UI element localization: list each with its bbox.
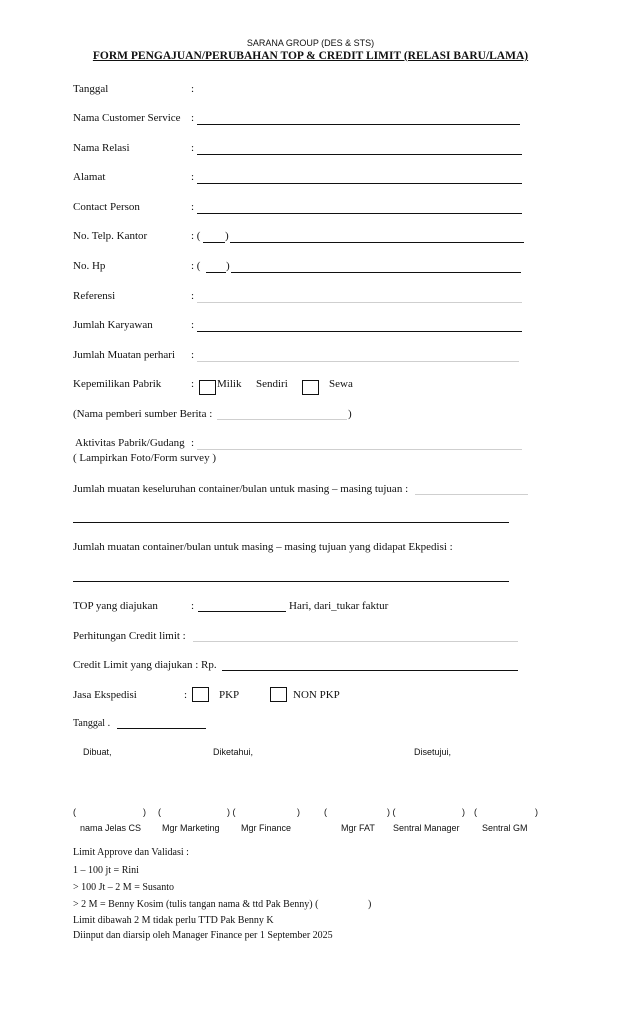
- muatan-keseluruhan-field-line2[interactable]: [73, 522, 509, 523]
- contact-person-field[interactable]: [197, 213, 522, 214]
- top-suffix: Hari, dari_tukar faktur: [289, 600, 389, 612]
- label-nama-cs: Nama Customer Service: [73, 112, 181, 124]
- sewa-label: Sewa: [329, 378, 353, 390]
- sumber-berita-label: (Nama pemberi sumber Berita :: [73, 408, 213, 420]
- colon: :: [191, 349, 195, 361]
- signer-mgr-finance: Mgr Finance: [241, 823, 292, 833]
- paren-close: ): [348, 408, 352, 420]
- lampiran-note: ( Lampirkan Foto/Form survey ): [73, 452, 216, 464]
- diketahui-label: Diketahui,: [213, 747, 254, 757]
- approval-note-1: Limit dibawah 2 M tidak perlu TTD Pak Benny K: [73, 915, 274, 926]
- colon: :: [191, 142, 195, 154]
- colon: :: [191, 112, 195, 124]
- label-tanggal: Tanggal: [73, 83, 109, 95]
- hp-area-code-field[interactable]: [206, 272, 226, 273]
- sumber-berita-field[interactable]: [217, 419, 347, 420]
- aktivitas-field[interactable]: [197, 449, 522, 450]
- label-jumlah-muatan-perhari: Jumlah Muatan perhari: [73, 349, 176, 361]
- label-nama-relasi: Nama Relasi: [73, 142, 130, 154]
- alamat-field[interactable]: [197, 183, 522, 184]
- muatan-ekspedisi-field[interactable]: [73, 581, 509, 582]
- credit-limit-field[interactable]: [222, 670, 518, 671]
- sewa-checkbox[interactable]: [302, 380, 319, 395]
- label-telp-kantor: No. Telp. Kantor: [73, 230, 148, 242]
- paren-close: ): [225, 230, 229, 242]
- sendiri-label: Sendiri: [256, 378, 288, 390]
- colon: :: [191, 437, 195, 449]
- colon: :: [191, 290, 195, 302]
- signer-sentral-manager: Sentral Manager: [393, 823, 460, 833]
- signer-cs: nama Jelas CS: [80, 823, 142, 833]
- sig-paren: ): [462, 807, 465, 817]
- approval-note-2: Diinput dan diarsip oleh Manager Finance per 1 September 2025: [73, 930, 333, 941]
- milik-sendiri-checkbox[interactable]: [199, 380, 216, 395]
- signer-mgr-fat: Mgr FAT: [341, 823, 375, 833]
- telp-kantor-field[interactable]: [230, 242, 524, 243]
- top-label: TOP yang diajukan: [73, 600, 158, 612]
- sig-paren: (: [158, 807, 161, 817]
- milik-label: Milik: [217, 378, 242, 390]
- colon: :: [184, 689, 188, 701]
- paren-open: : (: [191, 260, 201, 272]
- sig-paren: (: [73, 807, 76, 817]
- label-referensi: Referensi: [73, 290, 116, 302]
- colon: :: [191, 378, 195, 390]
- muatan-keseluruhan-label: Jumlah muatan keseluruhan container/bulan untuk masing – masing tujuan :: [73, 483, 409, 495]
- sig-paren: ) (: [227, 807, 236, 817]
- approval-rule-2: > 100 Jt – 2 M = Susanto: [73, 882, 175, 893]
- colon: :: [191, 319, 195, 331]
- approval-rule-3-close: ): [368, 899, 372, 910]
- sig-paren: ) (: [387, 807, 396, 817]
- company-name: SARANA GROUP (DES & STS): [246, 38, 375, 48]
- top-days-field[interactable]: [198, 611, 286, 612]
- label-kepemilikan-pabrik: Kepemilikan Pabrik: [73, 378, 162, 390]
- dibuat-label: Dibuat,: [83, 747, 112, 757]
- label-jumlah-karyawan: Jumlah Karyawan: [73, 319, 153, 331]
- non-pkp-checkbox[interactable]: [270, 687, 287, 702]
- sig-paren: ): [535, 807, 538, 817]
- signer-mgr-marketing: Mgr Marketing: [162, 823, 220, 833]
- pkp-label: PKP: [219, 689, 240, 701]
- sig-paren: ): [143, 807, 146, 817]
- pkp-checkbox[interactable]: [192, 687, 209, 702]
- hp-field[interactable]: [231, 272, 521, 273]
- paren-close: ): [226, 260, 230, 272]
- label-aktivitas: Aktivitas Pabrik/Gudang: [75, 437, 185, 449]
- sig-paren: (: [324, 807, 327, 817]
- colon: :: [191, 171, 195, 183]
- signer-sentral-gm: Sentral GM: [482, 823, 528, 833]
- nama-relasi-field[interactable]: [197, 154, 522, 155]
- paren-open: : (: [191, 230, 201, 242]
- muatan-keseluruhan-field[interactable]: [415, 494, 528, 495]
- credit-limit-label: Credit Limit yang diajukan : Rp.: [73, 659, 217, 671]
- label-hp: No. Hp: [73, 260, 106, 272]
- tanggal-bottom-field[interactable]: [117, 728, 206, 729]
- perhitungan-label: Perhitungan Credit limit :: [73, 630, 186, 642]
- tanggal-bottom-label: Tanggal .: [73, 718, 111, 729]
- sig-paren: ): [297, 807, 300, 817]
- colon: :: [191, 83, 195, 95]
- label-contact-person: Contact Person: [73, 201, 140, 213]
- label-alamat: Alamat: [73, 171, 106, 183]
- jasa-ekspedisi-label: Jasa Ekspedisi: [73, 689, 137, 701]
- sig-paren: (: [474, 807, 477, 817]
- approval-rule-3: > 2 M = Benny Kosim (tulis tangan nama & ttd Pak Benny) (: [73, 899, 319, 910]
- disetujui-label: Disetujui,: [414, 747, 452, 757]
- jumlah-karyawan-field[interactable]: [197, 331, 522, 332]
- referensi-field[interactable]: [197, 302, 522, 303]
- jumlah-muatan-perhari-field[interactable]: [197, 361, 519, 362]
- approval-heading: Limit Approve dan Validasi :: [73, 847, 189, 858]
- muatan-ekspedisi-label: Jumlah muatan container/bulan untuk masing – masing tujuan yang didapat Ekpedisi :: [73, 541, 453, 553]
- non-pkp-label: NON PKP: [293, 689, 340, 701]
- form-title: FORM PENGAJUAN/PERUBAHAN TOP & CREDIT LIMIT (RELASI BARU/LAMA): [92, 50, 529, 62]
- approval-rule-1: 1 – 100 jt = Rini: [73, 865, 139, 876]
- perhitungan-field[interactable]: [193, 641, 518, 642]
- telp-area-code-field[interactable]: [203, 242, 225, 243]
- nama-cs-field[interactable]: [197, 124, 520, 125]
- colon: :: [191, 600, 195, 612]
- colon: :: [191, 201, 195, 213]
